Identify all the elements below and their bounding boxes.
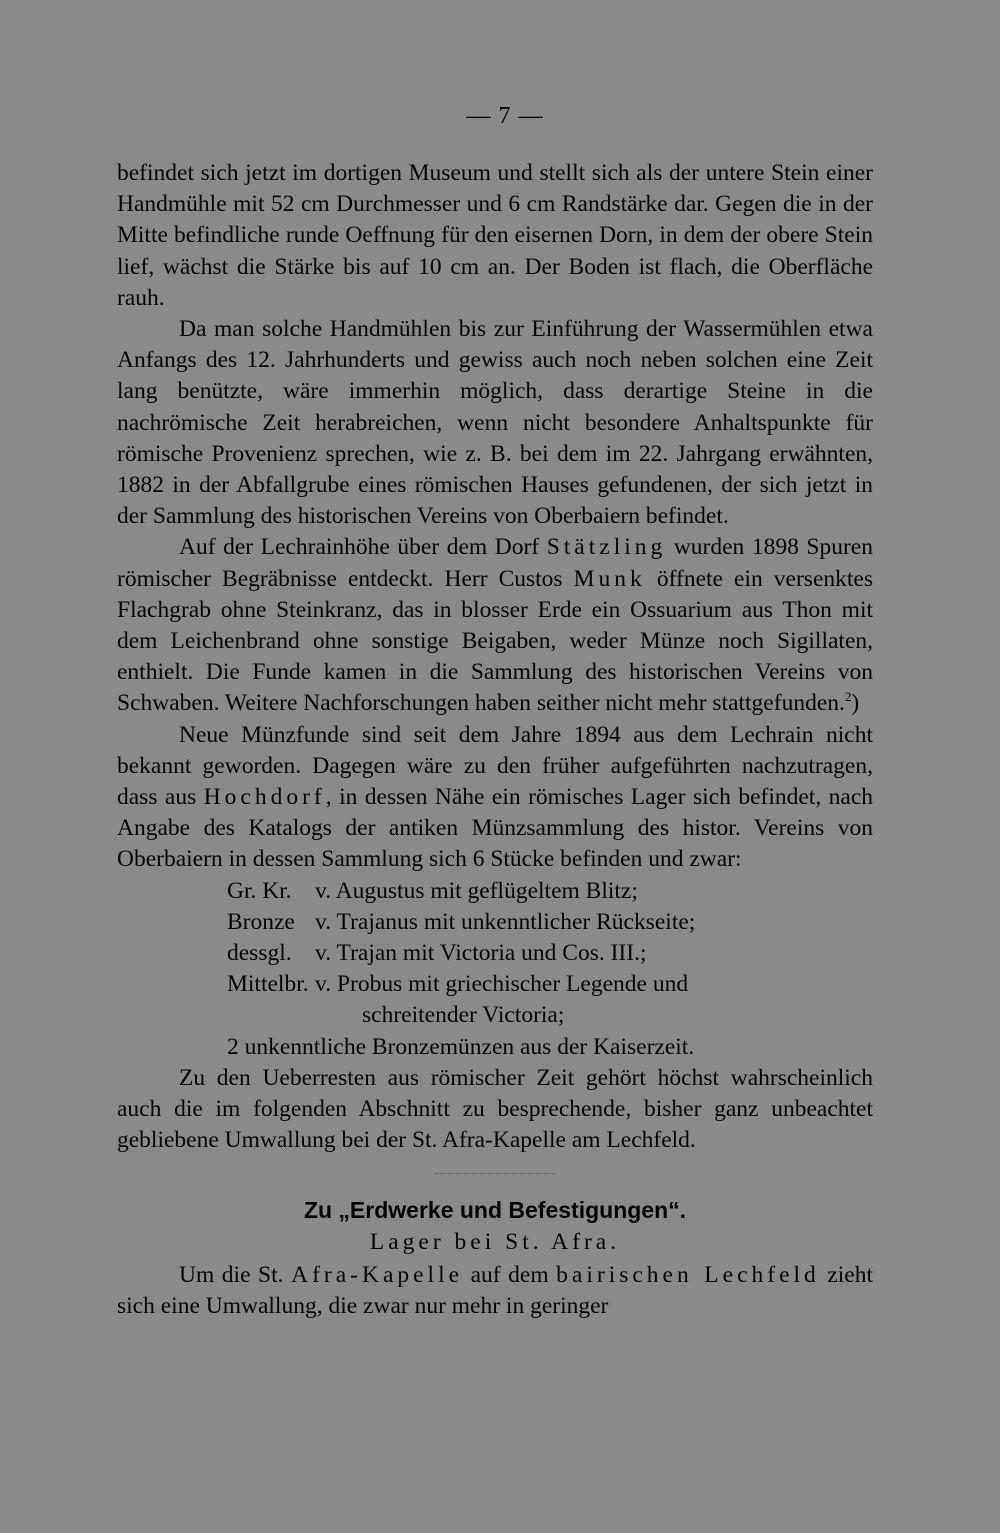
coin-description: v. Probus mit griechischer Legende und (315, 971, 689, 998)
coin-description: v. Trajan mit Victoria und Cos. III.; (315, 940, 647, 967)
coin-list-item (117, 1032, 873, 1063)
coin-list-item (117, 938, 873, 969)
place-name-staetzling: Stätzling (546, 534, 667, 561)
place-name-hochdorf: Hochdorf (203, 784, 326, 811)
chapel-name: Afra-Kapelle (291, 1261, 464, 1288)
coin-description: v. Augustus mit geflügeltem Blitz; (315, 877, 638, 904)
paragraph-3-text-b: wurden 1898 Spuren römischer Begräbnisse entdeckt. Herr Custos (117, 534, 873, 592)
coin-type: Mittelbr. (227, 971, 309, 998)
paragraph-1: befindet sich jetzt im dortigen Museum und stellt sich als der untere Stein einer Handmühle mit 52 cm Durchmesser und 6 cm Randstärke dar. Gegen die in der Mitte befindliche runde Oeffnung für den eisernen Dorn, in dem der obere Stein lief, wächst die Stärke bis auf 10 cm an. Der Boden ist flach, die Oberfläche rauh. (117, 160, 873, 311)
paragraph-4-text-b: , in dessen Nähe ein römisches Lager sich befindet, nach Angabe des Katalogs der antiken Münzsammlung des histor. Vereins von Oberbaiern in dessen Sammlung sich 6 Stücke befinden und zwar: (117, 784, 873, 873)
coin-type: Gr. Kr. (227, 877, 292, 904)
document-page (117, 100, 873, 1322)
paragraph-5-text: Zu den Ueberresten aus römischer Zeit gehört höchst wahrscheinlich auch die im folgenden Abschnitt zu besprechende, bisher ganz unbeachtet gebliebene Umwallung bei der St. Afra-Kapelle am Lechfeld. (117, 1064, 873, 1154)
paragraph-5 (117, 1063, 873, 1157)
coin-list (117, 876, 873, 1063)
coin-list-item (117, 1000, 873, 1031)
section-divider (435, 1173, 555, 1174)
paragraph-3 (117, 532, 873, 719)
paragraph-6-text-c: zieht sich eine Umwallung, die zwar nur mehr in geringer (117, 1261, 874, 1319)
paragraph-6 (117, 1260, 873, 1322)
page-number: — 7 — (466, 103, 544, 129)
coin-list-item (117, 907, 873, 938)
person-name-munk: Munk (573, 565, 646, 592)
paragraph-2-text: Da man solche Handmühlen bis zur Einführung der Wassermühlen etwa Anfangs des 12. Jahrhunderts und gewiss auch noch neben solchen eine Zeit lang benützte, wäre immerhin möglich, dass derartige Steine in die nachrömische Zeit herabreichen, wenn nicht besondere Anhaltspunkte für römische Provenienz sprechen, wie z. B. bei dem im 22. Jahrgang erwähnten, 1882 in der Abfallgrube eines römischen Hauses gefundenen, der sich jetzt in der Sammlung des historischen Vereins von Oberbaiern befindet. (117, 316, 873, 530)
section-subheading: Lager bei St. Afra. (369, 1228, 621, 1255)
coin-list-item (117, 876, 873, 907)
coin-description-continuation: schreitender Victoria; (362, 1002, 565, 1029)
section-heading: Zu „Erdwerke und Befestigungen“. (303, 1196, 687, 1223)
place-name-lechfeld: bairischen Lechfeld (556, 1261, 820, 1288)
coin-description: v. Trajanus mit unkenntlicher Rückseite; (315, 908, 696, 935)
paragraph-2 (117, 314, 873, 532)
footnote-marker: 2 (844, 689, 852, 705)
paragraph-6-text-b: auf dem (463, 1261, 557, 1288)
paragraph-6-text-a: Um die St. (179, 1261, 292, 1288)
paragraph-3-text-c: öffnete ein versenktes Flachgrab ohne Steinkranz, das in blosser Erde ein Ossuarium aus Thon mit dem Leichenbrand ohne sonstige Beigaben, weder Münze noch Sigillaten, enthielt. Die Funde kamen in die Sammlung des historischen Vereins von Schwaben. Weitere Nachforschungen haben seither nicht mehr stattgefunden. (117, 565, 873, 717)
paragraph-4-text-a: Neue Münzfunde sind seit dem Jahre 1894 aus dem Lechrain nicht bekannt geworden. Dagegen wäre zu den früher aufgeführten nachzutragen, dass aus (117, 721, 873, 811)
coin-list-item (117, 969, 873, 1000)
paragraph-4 (117, 720, 873, 876)
coin-type: Bronze (227, 908, 295, 935)
footnote-paren: ) (851, 690, 860, 717)
paragraph-3-text-a: Auf der Lechrainhöhe über dem Dorf (179, 534, 547, 561)
coin-type: dessgl. (227, 940, 292, 967)
coin-description-last: 2 unkenntliche Bronzemünzen aus der Kaiserzeit. (227, 1033, 695, 1060)
